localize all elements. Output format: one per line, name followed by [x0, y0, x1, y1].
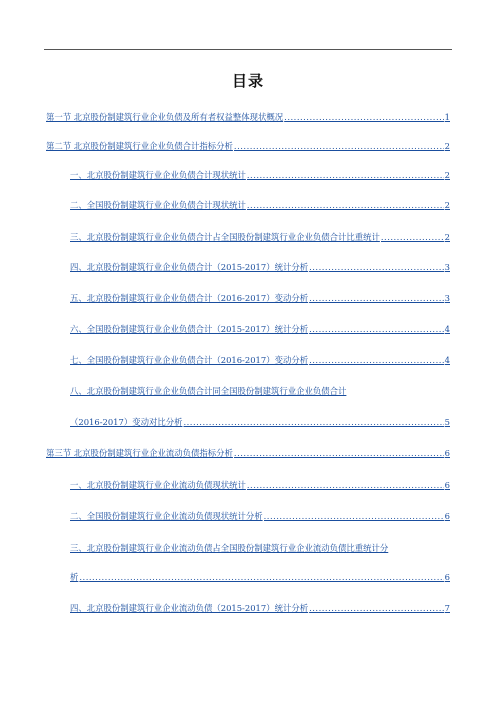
toc-leader-dots	[284, 112, 443, 123]
toc-entry-3-3-first-line[interactable]: 三、北京股份制建筑行业企业流动负债占全国股份制建筑行业企业流动负债比重统计分	[70, 543, 389, 553]
toc-entry-label: 二、全国股份制建筑行业企业负债合计现状统计	[70, 200, 246, 210]
toc-entry-section-1[interactable]	[46, 112, 450, 123]
toc-entry-label: 四、北京股份制建筑行业企业负债合计（2015-2017）统计分析	[70, 262, 309, 272]
toc-entry-label: 五、北京股份制建筑行业企业负债合计（2016-2017）变动分析	[70, 293, 309, 303]
toc-entry-label-continued: （2016-2017）变动对比分析	[70, 417, 183, 427]
toc-page-number: 7	[444, 603, 450, 613]
toc-entry-label: 六、全国股份制建筑行业企业负债合计（2015-2017）统计分析	[70, 324, 309, 334]
toc-entry-2-2[interactable]	[70, 200, 450, 211]
toc-entry-label: 二、全国股份制建筑行业企业流动负债现状统计分析	[70, 511, 263, 521]
toc-entry-3-4[interactable]	[70, 603, 450, 614]
toc-entry-2-3[interactable]	[70, 232, 450, 243]
toc-leader-dots	[309, 603, 444, 614]
toc-entry-3-3[interactable]	[70, 572, 450, 583]
toc-entry-label-continued: 析	[70, 572, 79, 582]
toc-page-number: 6	[444, 448, 450, 458]
toc-entry-label: 四、北京股份制建筑行业企业流动负债（2015-2017）统计分析	[70, 603, 309, 613]
toc-page-number: 3	[444, 262, 450, 272]
toc-entry-2-1[interactable]	[70, 170, 450, 181]
toc-page-number: 2	[444, 232, 450, 242]
toc-page-number: 2	[444, 200, 450, 210]
toc-entry-section-3[interactable]	[46, 448, 450, 459]
toc-entry-label: 第一节 北京股份制建筑行业企业负债及所有者权益整体现状概况	[46, 112, 284, 122]
toc-page-number: 4	[444, 324, 450, 334]
page-title: 目录	[231, 72, 264, 90]
toc-entry-label: 一、北京股份制建筑行业企业流动负债现状统计	[70, 480, 246, 490]
toc-entry-3-1[interactable]	[70, 480, 450, 491]
toc-entry-2-7[interactable]	[70, 355, 450, 366]
toc-entry-2-5[interactable]	[70, 293, 450, 304]
toc-page-number: 6	[444, 511, 450, 521]
toc-page-number: 6	[444, 480, 450, 490]
toc-page-number: 5	[444, 417, 450, 427]
toc-entry-label: 第三节 北京股份制建筑行业企业流动负债指标分析	[46, 448, 233, 458]
toc-leader-dots	[309, 293, 444, 304]
toc-leader-dots	[183, 417, 443, 428]
toc-entry-2-8[interactable]	[70, 417, 450, 428]
toc-leader-dots	[234, 448, 444, 459]
toc-page-number: 6	[444, 572, 450, 582]
toc-entry-label: 一、北京股份制建筑行业企业负债合计现状统计	[70, 170, 246, 180]
toc-leader-dots	[381, 232, 444, 243]
toc-leader-dots	[234, 141, 444, 152]
toc-leader-dots	[309, 262, 444, 273]
toc-leader-dots	[247, 200, 444, 211]
toc-page-number: 1	[444, 112, 450, 122]
toc-entry-2-6[interactable]	[70, 324, 450, 335]
toc-page-number: 2	[444, 141, 450, 151]
toc-leader-dots	[247, 480, 444, 491]
toc-leader-dots	[309, 324, 444, 335]
toc-entry-2-4[interactable]	[70, 262, 450, 273]
toc-entry-section-2[interactable]	[46, 141, 450, 152]
toc-entry-label: 七、全国股份制建筑行业企业负债合计（2016-2017）变动分析	[70, 355, 309, 365]
toc-page-number: 3	[444, 293, 450, 303]
toc-page-number: 4	[444, 355, 450, 365]
toc-leader-dots	[309, 355, 444, 366]
toc-entry-label: 第二节 北京股份制建筑行业企业负债合计指标分析	[46, 141, 233, 151]
toc-leader-dots	[264, 511, 444, 522]
toc-leader-dots	[79, 572, 443, 583]
toc-entry-3-2[interactable]	[70, 511, 450, 522]
toc-entry-label: 三、北京股份制建筑行业企业负债合计占全国股份制建筑行业企业负债合计比重统计	[70, 232, 380, 242]
toc-leader-dots	[247, 170, 444, 181]
toc-entry-2-8-first-line[interactable]: 八、北京股份制建筑行业企业负债合计同全国股份制建筑行业企业负债合计	[70, 386, 347, 396]
header-rule	[44, 49, 452, 50]
toc-page-number: 2	[444, 170, 450, 180]
